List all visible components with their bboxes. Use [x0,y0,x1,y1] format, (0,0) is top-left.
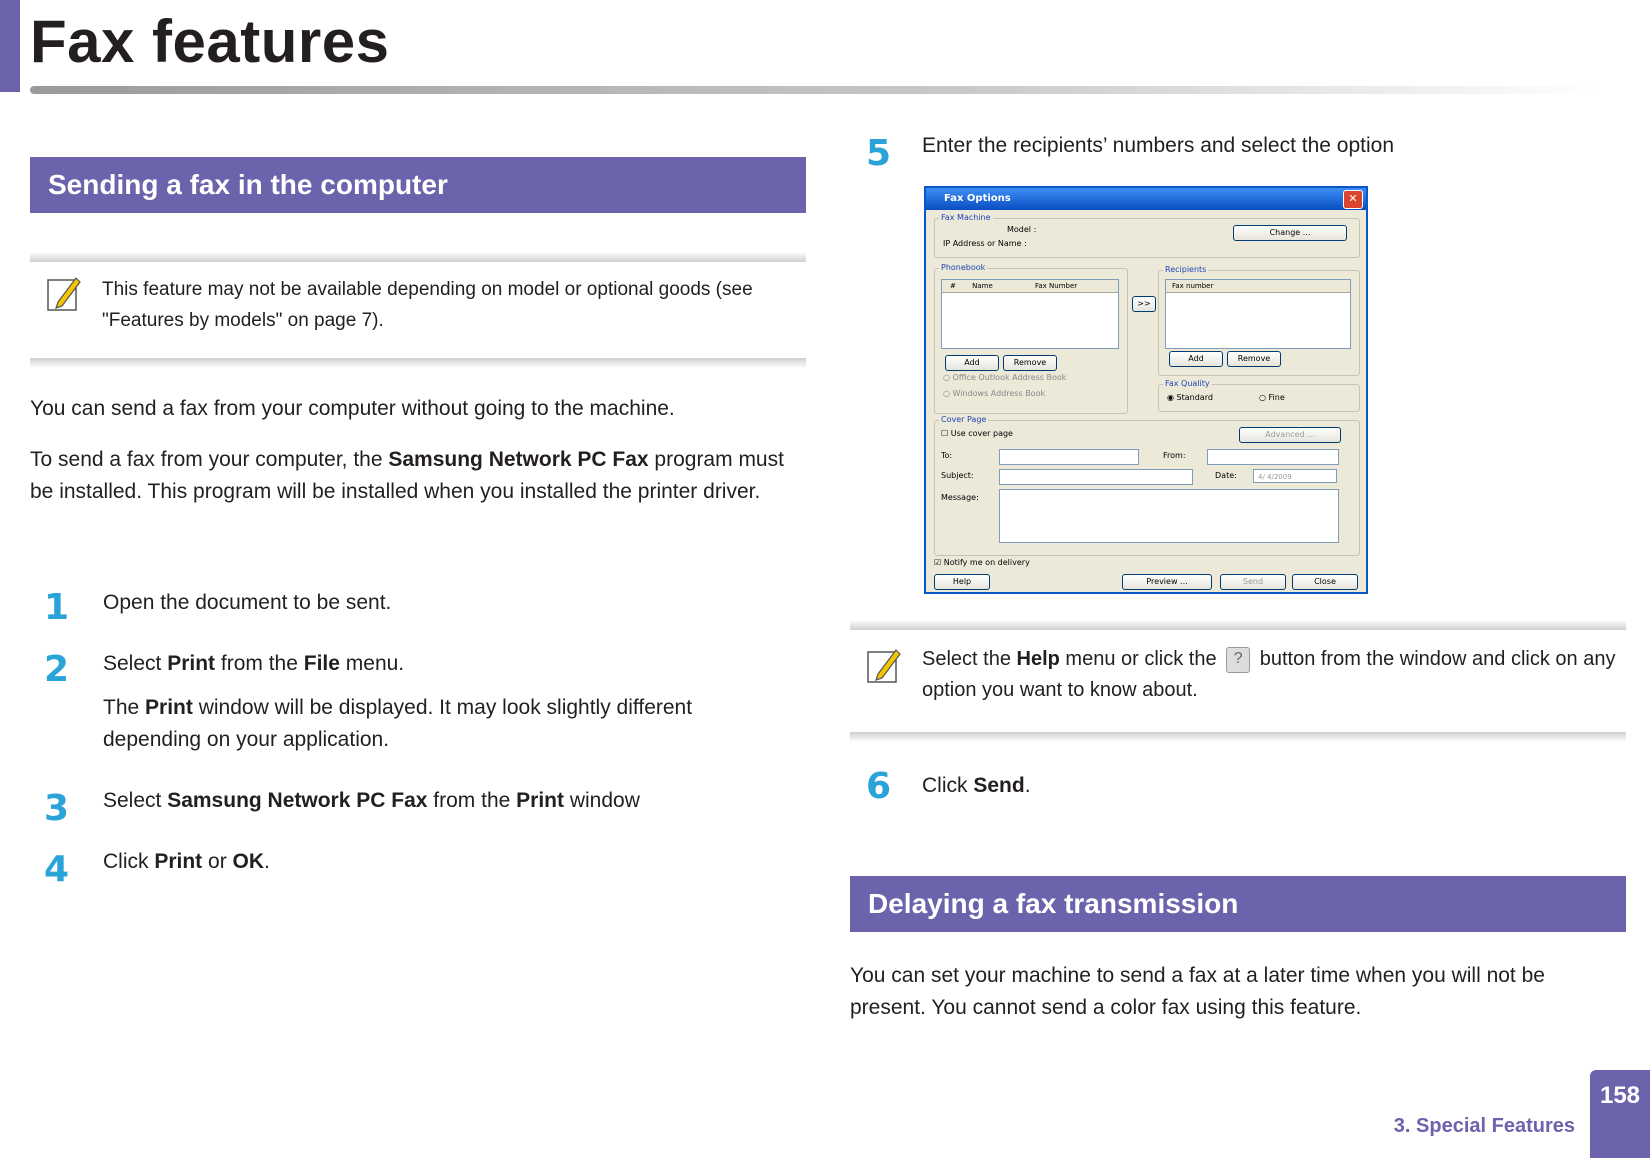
model-label: Model : [1007,225,1037,234]
date-picker[interactable]: 4/ 4/2009 [1253,469,1337,483]
recipients-remove-button[interactable]: Remove [1227,351,1281,367]
note-pencil-icon [866,644,902,684]
from-input[interactable] [1207,449,1339,465]
fax-quality-group [1158,379,1360,412]
phonebook-label: Phonebook [941,263,986,272]
recipients-label: Recipients [1165,265,1207,274]
step-text: Open the document to be sent. [103,591,392,614]
note-bottom-rule [30,358,806,368]
dialog-body [926,210,1366,592]
col-hash: # [950,282,956,290]
recipients-group [1158,265,1360,376]
step-text: Enter the recipients’ numbers and select the option [922,134,1394,157]
ip-label: IP Address or Name : [943,239,1027,248]
step-number: 5 [866,133,892,174]
page-title: Fax features [30,8,390,75]
col-name: Name [972,282,993,290]
send-button[interactable]: Send [1220,574,1286,590]
note-top-rule [30,252,806,262]
step-text: Select Samsung Network PC Fax from the Print window [103,789,640,812]
help-note-box [850,620,1626,742]
use-cover-checkbox[interactable]: ☐ Use cover page [941,429,1013,438]
date-label: Date: [1215,471,1237,480]
cover-page-label: Cover Page [941,415,987,424]
section-heading-delaying-fax: Delaying a fax transmission [850,876,1626,932]
message-textarea[interactable] [999,489,1339,543]
page-number: 158 [1590,1070,1650,1158]
add-to-recipients-button[interactable]: >> [1132,296,1156,312]
cover-page-group [934,415,1360,556]
subject-label: Subject: [941,471,974,480]
step-number: 4 [44,849,70,890]
fax-machine-label: Fax Machine [941,213,991,222]
intro-paragraph: You can send a fax from your computer without going to the machine. [30,397,675,420]
help-button[interactable]: Help [934,574,990,590]
note-box [30,252,806,368]
subject-input[interactable] [999,469,1193,485]
fax-machine-group [934,213,1360,258]
recipients-list-header: Fax number [1166,280,1350,293]
standard-radio[interactable]: ◉ Standard [1167,393,1213,402]
from-label: From: [1163,451,1186,460]
col-fax-number: Fax Number [1035,282,1078,290]
recipients-add-button[interactable]: Add [1169,351,1223,367]
fax-quality-label: Fax Quality [1165,379,1210,388]
help-question-icon: ? [1226,647,1250,673]
fine-radio[interactable]: ○ Fine [1259,393,1285,402]
change-button[interactable]: Change ... [1233,225,1347,241]
title-divider [30,86,1600,94]
step-text: Click Send. [922,774,1031,797]
close-button[interactable]: Close [1292,574,1358,590]
dialog-titlebar [926,188,1366,210]
step-subtext: The Print window will be displayed. It may look slightly different depending on your application. [103,696,693,751]
phonebook-list-header [942,280,1118,293]
phonebook-group [934,263,1128,414]
note-pencil-icon [46,272,82,312]
to-label: To: [941,451,953,460]
phonebook-list[interactable] [941,279,1119,349]
step-number: 6 [866,766,892,807]
to-input[interactable] [999,449,1139,465]
message-label: Message: [941,493,979,502]
fax-options-dialog [924,186,1368,594]
advanced-button[interactable]: Advanced ... [1239,427,1341,443]
step-number: 3 [44,788,70,829]
note-text: This feature may not be available depending on model or optional goods (see "Features by models" on page 7). [102,279,753,331]
step-text: Select Print from the File menu. [103,652,405,675]
recipients-list[interactable] [1165,279,1351,349]
program-paragraph: To send a fax from your computer, the Samsung Network PC Fax program must be installed. This program will be installed when you installed the printer driver. [30,448,784,503]
notify-checkbox[interactable]: ☑ Notify me on delivery [934,558,1030,567]
phonebook-remove-button[interactable]: Remove [1003,355,1057,371]
outlook-radio[interactable]: ○ Office Outlook Address Book [943,373,1067,382]
step-text: Click Print or OK. [103,850,270,873]
help-note-text: Select the Help menu or click the ? button from the window and click on any option you want to know about. [922,648,1616,701]
phonebook-add-button[interactable]: Add [945,355,999,371]
note-bottom-rule [850,732,1626,742]
dialog-title: Fax Options [944,193,1011,204]
note-top-rule [850,620,1626,630]
header-accent-bar [0,0,20,92]
step-number: 2 [44,649,70,690]
section-heading-sending-fax: Sending a fax in the computer [30,157,806,213]
delay-paragraph: You can set your machine to send a fax at a later time when you will not be present. You cannot send a color fax using this feature. [850,964,1545,1019]
step-number: 1 [44,587,70,628]
footer-chapter: 3. Special Features [1393,1115,1575,1137]
preview-button[interactable]: Preview ... [1122,574,1212,590]
windows-ab-radio[interactable]: ○ Windows Address Book [943,389,1046,398]
dialog-close-icon[interactable]: ✕ [1343,190,1363,209]
